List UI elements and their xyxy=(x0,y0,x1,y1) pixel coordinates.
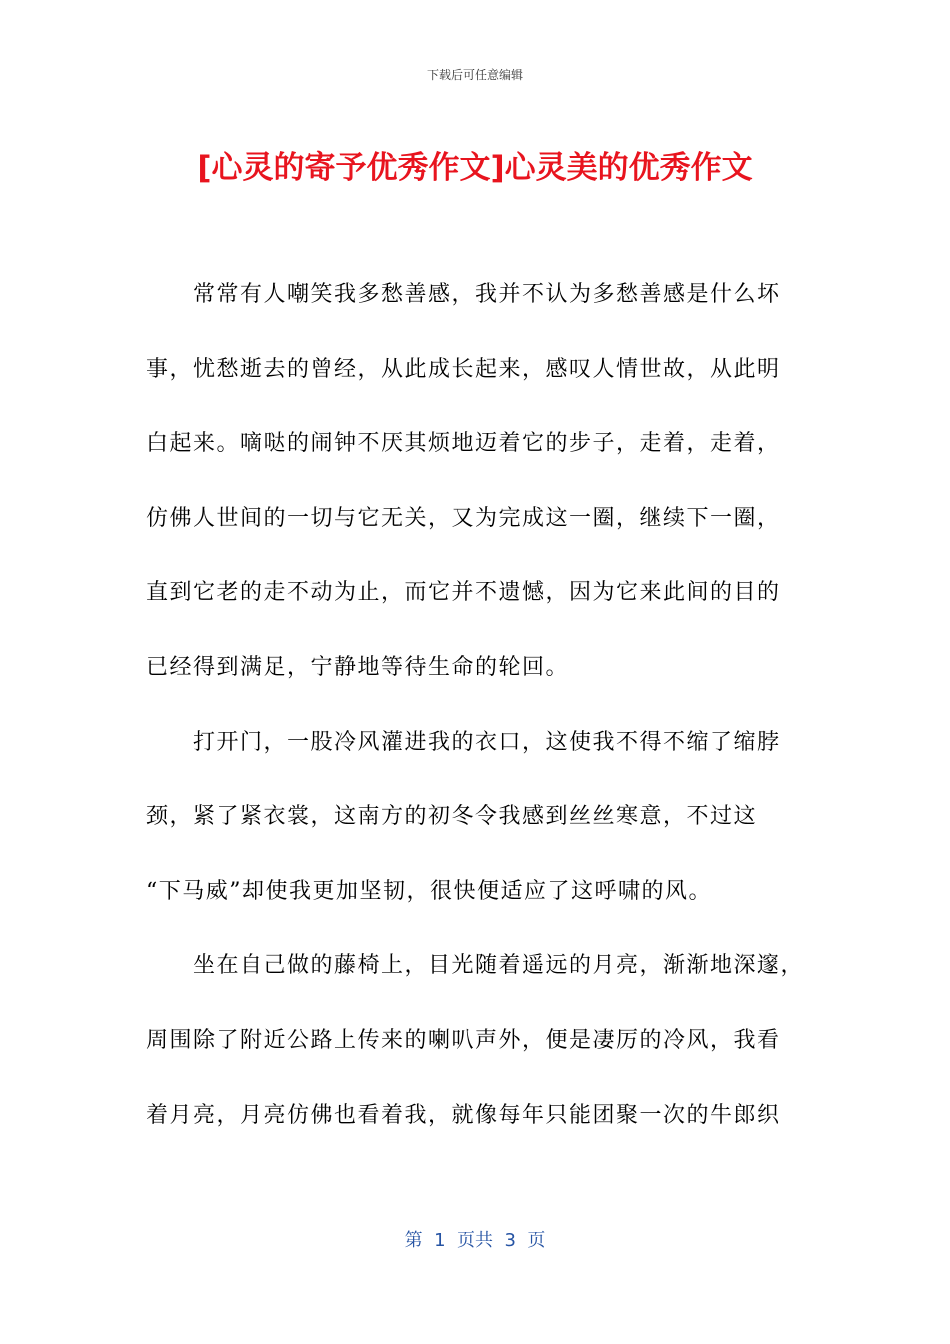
body-line: 直到它老的走不动为止，而它并不遗憾，因为它来此间的目的 xyxy=(146,580,781,606)
document-body xyxy=(146,258,805,1153)
body-line: 事，忧愁逝去的曾经，从此成长起来，感叹人情世故，从此明 xyxy=(146,356,781,382)
body-line: 白起来。嘀哒的闹钟不厌其烦地迈着它的步子，走着，走着， xyxy=(146,431,781,457)
header-note: 下载后可任意编辑 xyxy=(426,68,523,82)
body-line: 颈，紧了紧衣裳，这南方的初冬令我感到丝丝寒意，不过这 xyxy=(146,804,758,830)
body-line: 仿佛人世间的一切与它无关，又为完成这一圈，继续下一圈， xyxy=(146,505,781,531)
page-number-footer: 第 1 页共 3 页 xyxy=(404,1230,546,1251)
body-line: 打开门，一股冷风灌进我的衣口，这使我不得不缩了缩脖 xyxy=(146,729,781,755)
body-line: “下马威”却使我更加坚韧，很快便适应了这呼啸的风。 xyxy=(146,878,712,904)
body-line: 常常有人嘲笑我多愁善感，我并不认为多愁善感是什么坏 xyxy=(146,282,781,307)
document-title: [心灵的寄予优秀作文]心灵美的优秀作文 xyxy=(197,150,753,186)
body-line: 已经得到满足，宁静地等待生命的轮回。 xyxy=(146,654,570,680)
body-line: 坐在自己做的藤椅上，目光随着遥远的月亮，渐渐地深邃， xyxy=(146,953,805,979)
body-line: 周围除了附近公路上传来的喇叭声外，便是凄厉的冷风，我看 xyxy=(146,1027,781,1053)
body-line: 着月亮，月亮仿佛也看着我，就像每年只能团聚一次的牛郎织 xyxy=(146,1102,781,1128)
